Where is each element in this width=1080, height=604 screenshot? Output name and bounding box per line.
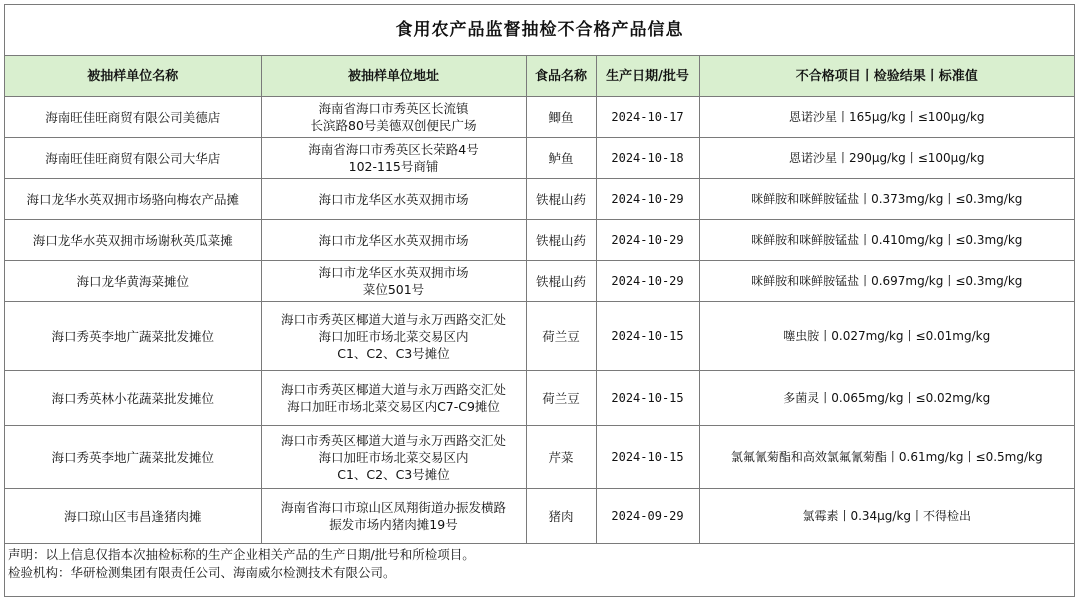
date-cell: 2024-10-18: [596, 138, 699, 179]
header-date-batch: 生产日期/批号: [596, 56, 699, 97]
address-cell: 海口市秀英区椰道大道与永万西路交汇处 海口加旺市场北菜交易区内C7-C9摊位: [261, 371, 526, 426]
food-cell: 荷兰豆: [526, 371, 596, 426]
food-cell: 铁棍山药: [526, 179, 596, 220]
unit-name-cell: 海南旺佳旺商贸有限公司大华店: [5, 138, 261, 179]
header-unit-name: 被抽样单位名称: [5, 56, 261, 97]
agency-note: 检验机构：华研检测集团有限责任公司、海南威尔检测技术有限公司。: [8, 565, 396, 580]
food-cell: 鲫鱼: [526, 97, 596, 138]
table-row: [5, 138, 1074, 179]
result-cell: 恩诺沙星丨290μg/kg丨≤100μg/kg: [699, 138, 1074, 179]
table-row: [5, 261, 1074, 302]
result-cell: 咪鲜胺和咪鲜胺锰盐丨0.373mg/kg丨≤0.3mg/kg: [699, 179, 1074, 220]
unit-name-cell: 海南旺佳旺商贸有限公司美德店: [5, 97, 261, 138]
address-cell: 海口市龙华区水英双拥市场: [261, 179, 526, 220]
address-cell: 海南省海口市琼山区凤翔街道办振发横路 振发市场内猪肉摊19号: [261, 489, 526, 544]
date-cell: 2024-10-29: [596, 179, 699, 220]
address-cell: 海口市秀英区椰道大道与永万西路交汇处 海口加旺市场北菜交易区内 C1、C2、C3号摊位: [261, 426, 526, 489]
header-food-name: 食品名称: [526, 56, 596, 97]
notes-section: [5, 544, 1074, 584]
table-header-row: [5, 56, 1074, 97]
result-cell: 氯霉素丨0.34μg/kg丨不得检出: [699, 489, 1074, 544]
table-row: [5, 179, 1074, 220]
address-cell: 海南省海口市秀英区长荣路4号 102-115号商铺: [261, 138, 526, 179]
food-cell: 猪肉: [526, 489, 596, 544]
address-cell: 海南省海口市秀英区长流镇 长滨路80号美德双创便民广场: [261, 97, 526, 138]
result-cell: 氯氟氰菊酯和高效氯氟氰菊酯丨0.61mg/kg丨≤0.5mg/kg: [699, 426, 1074, 489]
unqualified-products-table: [5, 56, 1074, 544]
unit-name-cell: 海口秀英林小花蔬菜批发摊位: [5, 371, 261, 426]
food-cell: 芹菜: [526, 426, 596, 489]
table-row: [5, 489, 1074, 544]
table-row: [5, 97, 1074, 138]
address-cell: 海口市龙华区水英双拥市场 菜位501号: [261, 261, 526, 302]
table-row: [5, 426, 1074, 489]
unit-name-cell: 海口龙华水英双拥市场谢秋英瓜菜摊: [5, 220, 261, 261]
document-title: 食用农产品监督抽检不合格产品信息: [5, 5, 1074, 56]
unit-name-cell: 海口琼山区韦昌逢猪肉摊: [5, 489, 261, 544]
food-cell: 鲈鱼: [526, 138, 596, 179]
unit-name-cell: 海口秀英李地广蔬菜批发摊位: [5, 426, 261, 489]
unit-name-cell: 海口秀英李地广蔬菜批发摊位: [5, 302, 261, 371]
date-cell: 2024-10-15: [596, 302, 699, 371]
address-cell: 海口市秀英区椰道大道与永万西路交汇处 海口加旺市场北菜交易区内 C1、C2、C3号摊位: [261, 302, 526, 371]
statement-note: 声明：以上信息仅指本次抽检标称的生产企业相关产品的生产日期/批号和所检项目。: [8, 547, 475, 562]
date-cell: 2024-10-15: [596, 371, 699, 426]
header-result: 不合格项目丨检验结果丨标准值: [699, 56, 1074, 97]
unit-name-cell: 海口龙华黄海菜摊位: [5, 261, 261, 302]
date-cell: 2024-10-29: [596, 261, 699, 302]
result-cell: 咪鲜胺和咪鲜胺锰盐丨0.410mg/kg丨≤0.3mg/kg: [699, 220, 1074, 261]
result-cell: 多菌灵丨0.065mg/kg丨≤0.02mg/kg: [699, 371, 1074, 426]
date-cell: 2024-10-15: [596, 426, 699, 489]
result-cell: 咪鲜胺和咪鲜胺锰盐丨0.697mg/kg丨≤0.3mg/kg: [699, 261, 1074, 302]
food-cell: 荷兰豆: [526, 302, 596, 371]
date-cell: 2024-10-17: [596, 97, 699, 138]
notice-document: [4, 4, 1075, 597]
table-row: [5, 220, 1074, 261]
header-unit-address: 被抽样单位地址: [261, 56, 526, 97]
date-cell: 2024-09-29: [596, 489, 699, 544]
result-cell: 恩诺沙星丨165μg/kg丨≤100μg/kg: [699, 97, 1074, 138]
food-cell: 铁棍山药: [526, 261, 596, 302]
table-row: [5, 371, 1074, 426]
table-row: [5, 302, 1074, 371]
address-cell: 海口市龙华区水英双拥市场: [261, 220, 526, 261]
unit-name-cell: 海口龙华水英双拥市场骆向梅农产品摊: [5, 179, 261, 220]
date-cell: 2024-10-29: [596, 220, 699, 261]
food-cell: 铁棍山药: [526, 220, 596, 261]
result-cell: 噻虫胺丨0.027mg/kg丨≤0.01mg/kg: [699, 302, 1074, 371]
